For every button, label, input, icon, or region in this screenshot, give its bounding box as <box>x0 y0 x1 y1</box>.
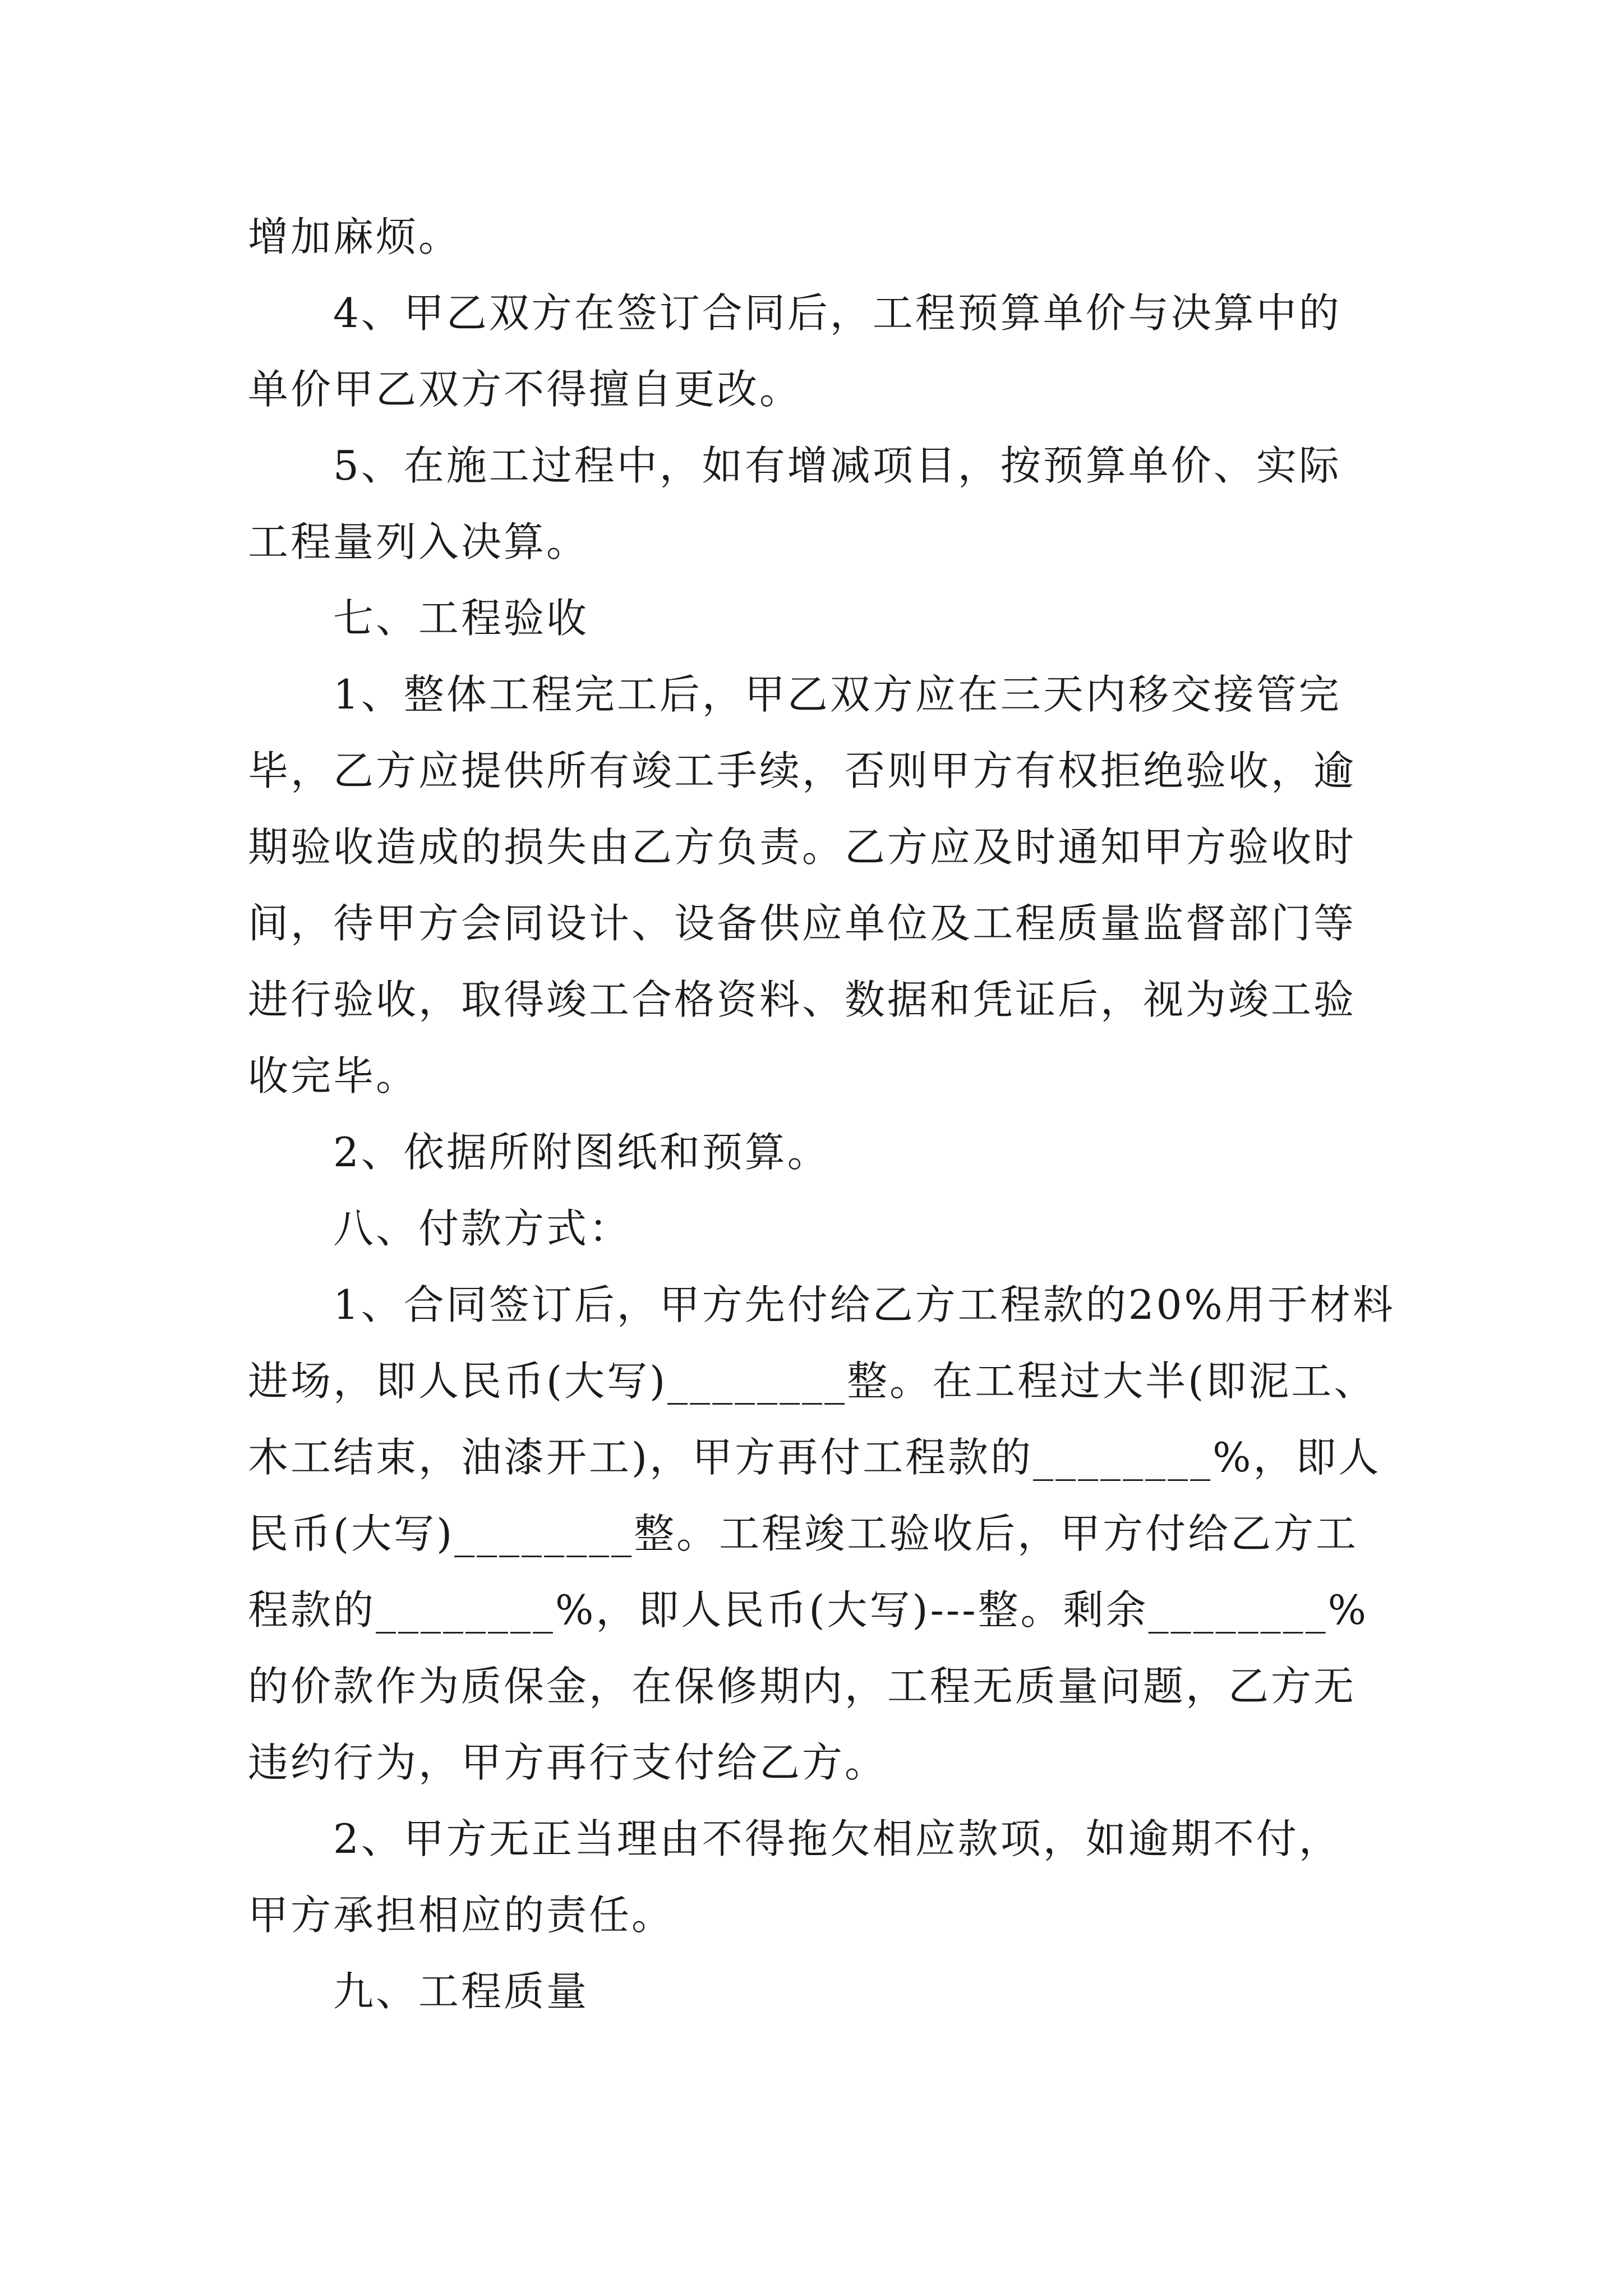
text-line: 间，待甲方会同设计、设备供应单位及工程质量监督部门等 <box>248 900 1357 947</box>
text-line: 1、整体工程完工后，甲乙双方应在三天内移交接管完 <box>248 671 1341 718</box>
text-line: 增加麻烦。 <box>248 213 462 260</box>
text-line: 木工结束，油漆开工)，甲方再付工程款的________%，即人 <box>248 1434 1381 1481</box>
text-line: 毕，乙方应提供所有竣工手续，否则甲方有权拒绝验收，逾 <box>248 747 1357 794</box>
text-line: 1、合同签订后，甲方先付给乙方工程款的20%用于材料 <box>248 1281 1395 1328</box>
text-line: 甲方承担相应的责任。 <box>248 1892 675 1939</box>
text-line: 进行验收，取得竣工合格资料、数据和凭证后，视为竣工验 <box>248 976 1357 1023</box>
text-line: 工程量列入决算。 <box>248 518 589 565</box>
text-line: 的价款作为质保金，在保修期内，工程无质量问题，乙方无 <box>248 1663 1357 1710</box>
text-line: 4、甲乙双方在签订合同后，工程预算单价与决算中的 <box>248 289 1341 337</box>
text-line: 收完毕。 <box>248 1052 419 1099</box>
text-line: 违约行为，甲方再行支付给乙方。 <box>248 1739 888 1786</box>
text-line: 单价甲乙双方不得擅自更改。 <box>248 366 803 413</box>
text-line: 民币(大写)________整。工程竣工验收后，甲方付给乙方工 <box>248 1510 1359 1557</box>
text-line: 5、在施工过程中，如有增减项目，按预算单价、实际 <box>248 442 1341 489</box>
section-heading: 八、付款方式： <box>248 1205 632 1252</box>
section-heading: 七、工程验收 <box>248 595 589 642</box>
text-line: 程款的________%，即人民币(大写)---整。剩余________% <box>248 1586 1368 1634</box>
text-line: 2、依据所附图纸和预算。 <box>248 1129 830 1176</box>
text-line: 期验收造成的损失由乙方负责。乙方应及时通知甲方验收时 <box>248 823 1357 871</box>
section-heading: 九、工程质量 <box>248 1968 589 2015</box>
text-line: 2、甲方无正当理由不得拖欠相应款项，如逾期不付， <box>248 1815 1341 1862</box>
text-line: 进场，即人民币(大写)________整。在工程过大半(即泥工、 <box>248 1358 1377 1405</box>
